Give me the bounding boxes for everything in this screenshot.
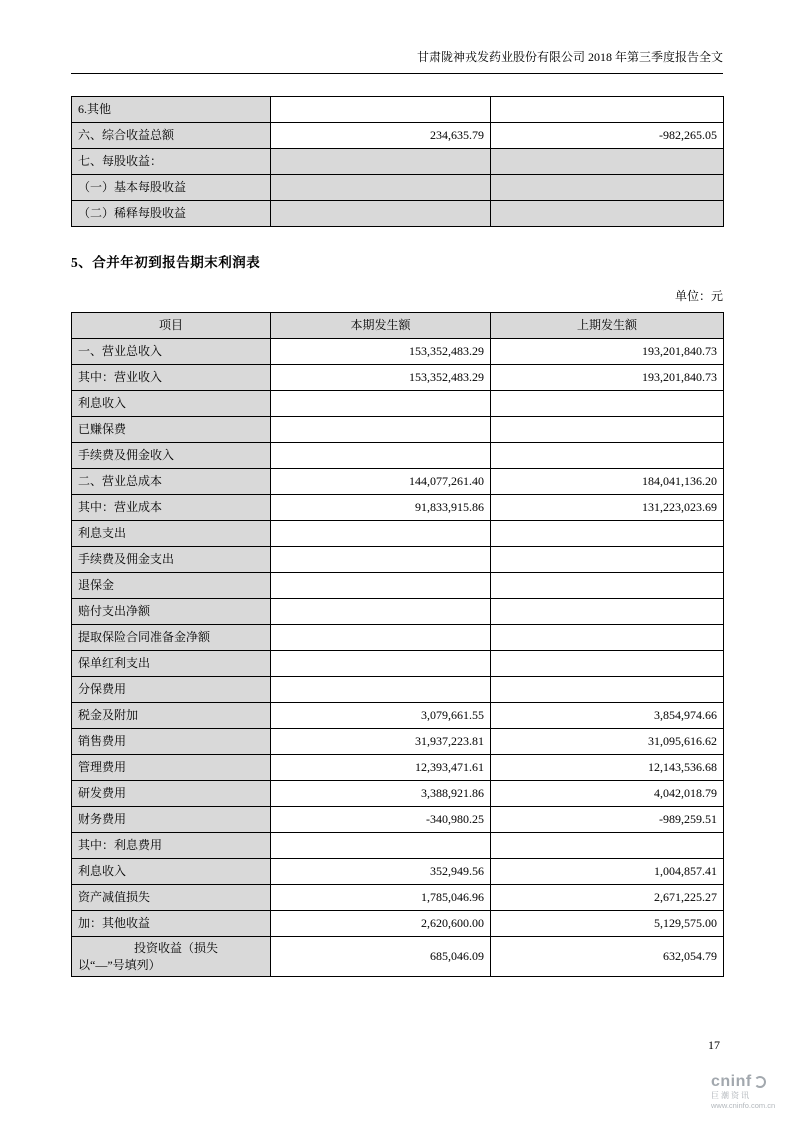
cninfo-logo-url: www.cninfo.com.cn — [711, 1100, 776, 1110]
current-amount — [271, 573, 491, 599]
prior-amount — [491, 201, 724, 227]
row-label: 手续费及佣金支出 — [72, 547, 271, 573]
comprehensive-income-row — [72, 97, 724, 123]
row-label: 税金及附加 — [72, 703, 271, 729]
income-statement-row — [72, 937, 724, 977]
comprehensive-income-row — [72, 149, 724, 175]
prior-amount — [491, 97, 724, 123]
prior-amount — [491, 443, 724, 469]
section-title: 5、合并年初到报告期末利润表 — [71, 255, 261, 270]
current-amount — [271, 443, 491, 469]
cninfo-logo-text: cninf — [711, 1073, 752, 1091]
prior-amount — [491, 625, 724, 651]
current-amount — [271, 391, 491, 417]
column-header-prior-period: 上期发生额 — [491, 313, 724, 339]
income-statement-row — [72, 651, 724, 677]
income-statement-row — [72, 547, 724, 573]
current-amount — [271, 625, 491, 651]
current-amount — [271, 417, 491, 443]
income-statement-row — [72, 417, 724, 443]
cninfo-logo-icon — [754, 1076, 766, 1088]
income-statement-row — [72, 677, 724, 703]
prior-amount: 3,854,974.66 — [491, 703, 724, 729]
page-number: 17 — [708, 1038, 720, 1052]
income-statement-row — [72, 703, 724, 729]
prior-amount: 184,041,136.20 — [491, 469, 724, 495]
prior-amount — [491, 417, 724, 443]
prior-amount: 193,201,840.73 — [491, 365, 724, 391]
current-amount — [271, 547, 491, 573]
current-amount: -340,980.25 — [271, 807, 491, 833]
row-label: 其中：营业收入 — [72, 365, 271, 391]
prior-amount — [491, 547, 724, 573]
row-label: 资产减值损失 — [72, 885, 271, 911]
income-statement-table — [71, 312, 724, 977]
row-label: 利息支出 — [72, 521, 271, 547]
row-label: 六、综合收益总额 — [72, 123, 271, 149]
comprehensive-income-table — [71, 96, 724, 227]
income-statement-row — [72, 885, 724, 911]
current-amount — [271, 175, 491, 201]
current-amount: 2,620,600.00 — [271, 911, 491, 937]
comprehensive-income-row — [72, 175, 724, 201]
prior-amount: 31,095,616.62 — [491, 729, 724, 755]
row-label: 其中：利息费用 — [72, 833, 271, 859]
current-amount — [271, 833, 491, 859]
current-amount: 1,785,046.96 — [271, 885, 491, 911]
row-label: （二）稀释每股收益 — [72, 201, 271, 227]
income-statement-row — [72, 469, 724, 495]
row-label: 赔付支出净额 — [72, 599, 271, 625]
prior-amount: 5,129,575.00 — [491, 911, 724, 937]
cninfo-logo-name: 巨潮资讯 — [711, 1090, 751, 1100]
prior-amount — [491, 521, 724, 547]
income-statement-row — [72, 833, 724, 859]
row-label: 已赚保费 — [72, 417, 271, 443]
income-statement-row — [72, 859, 724, 885]
current-amount: 234,635.79 — [271, 123, 491, 149]
row-label: 利息收入 — [72, 391, 271, 417]
current-amount — [271, 149, 491, 175]
income-statement-row — [72, 339, 724, 365]
income-statement-row — [72, 573, 724, 599]
prior-amount — [491, 573, 724, 599]
unit-label: 单位：元 — [674, 289, 723, 303]
prior-amount — [491, 833, 724, 859]
row-label: 加：其他收益 — [72, 911, 271, 937]
row-label: 销售费用 — [72, 729, 271, 755]
current-amount — [271, 651, 491, 677]
row-label: 手续费及佣金收入 — [72, 443, 271, 469]
income-statement-row — [72, 729, 724, 755]
income-statement-row — [72, 495, 724, 521]
comprehensive-income-row — [72, 201, 724, 227]
row-label: 管理费用 — [72, 755, 271, 781]
current-amount: 144,077,261.40 — [271, 469, 491, 495]
prior-amount: 131,223,023.69 — [491, 495, 724, 521]
document-title: 甘肃陇神戎发药业股份有限公司 2018 年第三季度报告全文 — [416, 50, 723, 64]
income-statement-row — [72, 755, 724, 781]
current-amount — [271, 677, 491, 703]
current-amount: 3,079,661.55 — [271, 703, 491, 729]
current-amount — [271, 201, 491, 227]
row-label: 利息收入 — [72, 859, 271, 885]
column-header-current-period: 本期发生额 — [271, 313, 491, 339]
prior-amount: -982,265.05 — [491, 123, 724, 149]
prior-amount — [491, 175, 724, 201]
comprehensive-income-row — [72, 123, 724, 149]
row-label: 一、营业总收入 — [72, 339, 271, 365]
income-statement-row — [72, 781, 724, 807]
income-statement-row — [72, 625, 724, 651]
prior-amount: 12,143,536.68 — [491, 755, 724, 781]
column-header-item: 项目 — [72, 313, 271, 339]
prior-amount: 632,054.79 — [491, 937, 724, 977]
row-label: 提取保险合同准备金净额 — [72, 625, 271, 651]
cninfo-logo-wordmark — [711, 1073, 777, 1091]
document-header — [71, 50, 723, 74]
row-label: 退保金 — [72, 573, 271, 599]
row-label: 分保费用 — [72, 677, 271, 703]
current-amount: 12,393,471.61 — [271, 755, 491, 781]
table-header-row — [72, 313, 724, 339]
income-statement-row — [72, 599, 724, 625]
current-amount: 153,352,483.29 — [271, 365, 491, 391]
income-statement-row — [72, 365, 724, 391]
current-amount: 3,388,921.86 — [271, 781, 491, 807]
current-amount: 91,833,915.86 — [271, 495, 491, 521]
current-amount: 153,352,483.29 — [271, 339, 491, 365]
income-statement-row — [72, 807, 724, 833]
row-label: （一）基本每股收益 — [72, 175, 271, 201]
prior-amount — [491, 677, 724, 703]
prior-amount: 193,201,840.73 — [491, 339, 724, 365]
current-amount: 352,949.56 — [271, 859, 491, 885]
prior-amount — [491, 149, 724, 175]
income-statement-row — [72, 911, 724, 937]
prior-amount: 4,042,018.79 — [491, 781, 724, 807]
prior-amount: 1,004,857.41 — [491, 859, 724, 885]
current-amount — [271, 599, 491, 625]
row-label: 二、营业总成本 — [72, 469, 271, 495]
prior-amount — [491, 599, 724, 625]
current-amount: 685,046.09 — [271, 937, 491, 977]
row-label: 保单红利支出 — [72, 651, 271, 677]
row-label: 七、每股收益： — [72, 149, 271, 175]
income-statement-row — [72, 521, 724, 547]
current-amount: 31,937,223.81 — [271, 729, 491, 755]
cninfo-logo — [711, 1073, 777, 1110]
income-statement-row — [72, 391, 724, 417]
prior-amount: -989,259.51 — [491, 807, 724, 833]
current-amount — [271, 97, 491, 123]
income-statement-row — [72, 443, 724, 469]
row-label: 6.其他 — [72, 97, 271, 123]
row-label: 其中：营业成本 — [72, 495, 271, 521]
prior-amount — [491, 651, 724, 677]
row-label: 研发费用 — [72, 781, 271, 807]
prior-amount: 2,671,225.27 — [491, 885, 724, 911]
current-amount — [271, 521, 491, 547]
row-label: 财务费用 — [72, 807, 271, 833]
prior-amount — [491, 391, 724, 417]
row-label: 投资收益（损失以“—”号填列） — [72, 937, 271, 977]
